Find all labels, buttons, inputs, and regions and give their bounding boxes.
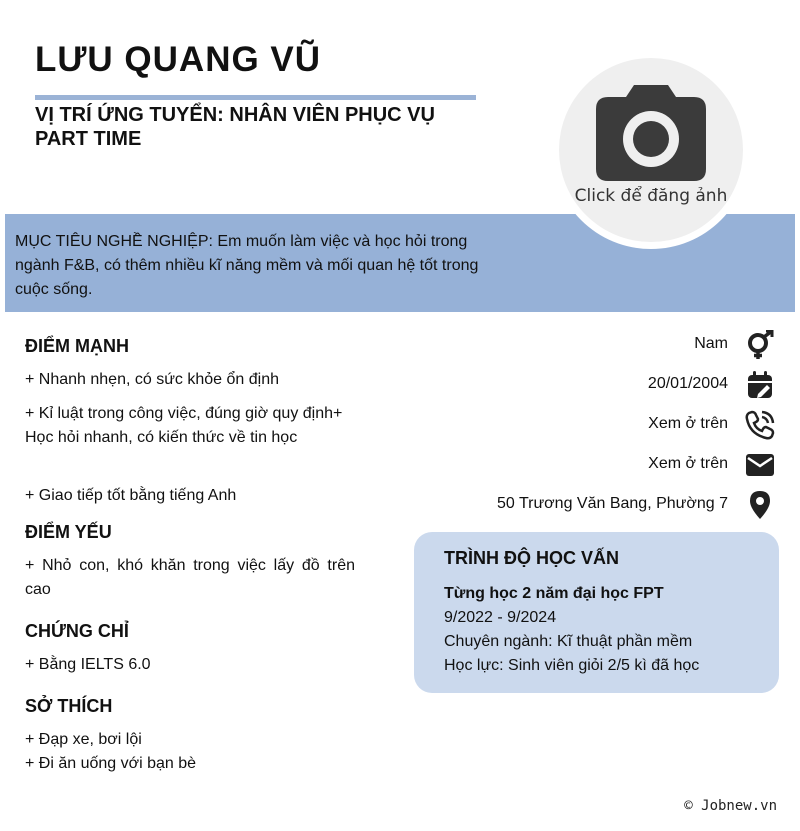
location-icon xyxy=(745,490,775,520)
candidate-name: LƯU QUANG VŨ xyxy=(35,40,322,79)
strengths-title: ĐIỂM MẠNH xyxy=(25,336,129,356)
hobbies-title: SỞ THÍCH xyxy=(25,696,113,716)
hobby-item: + Đạp xe, bơi lội xyxy=(25,731,142,748)
mail-icon xyxy=(745,450,775,480)
gender-value: Nam xyxy=(694,335,728,352)
career-objective: MỤC TIÊU NGHỀ NGHIỆP: Em muốn làm việc và học hỏi trong ngành F&B, có thêm nhiều kĩ năng mềm và mối quan hệ tốt trong cuộc sống. xyxy=(15,233,479,298)
phone-icon xyxy=(745,410,775,440)
weaknesses-title: ĐIỂM YẾU xyxy=(25,522,112,542)
position-line-1: VỊ TRÍ ỨNG TUYỂN: NHÂN VIÊN PHỤC VỤ xyxy=(35,104,435,126)
education-grade: Học lực: Sinh viên giỏi 2/5 kì đã học xyxy=(444,657,700,674)
strength-item: + Nhanh nhẹn, có sức khỏe ổn định xyxy=(25,371,279,388)
gender-icon xyxy=(745,330,775,360)
education-period: 9/2022 - 9/2024 xyxy=(444,609,557,626)
applied-position xyxy=(35,103,485,151)
name-underline xyxy=(35,95,476,100)
email-value: Xem ở trên xyxy=(648,455,728,472)
strength-item: + Giao tiếp tốt bằng tiếng Anh xyxy=(25,487,237,504)
calendar-icon xyxy=(745,370,775,400)
strength-item: + Kỉ luật trong công việc, đúng giờ quy định+ Học hỏi nhanh, có kiến thức về tin học xyxy=(25,405,343,446)
copyright-footer: © Jobnew.vn xyxy=(684,798,777,814)
address-value: 50 Trương Văn Bang, Phường 7 xyxy=(497,495,728,512)
education-title: TRÌNH ĐỘ HỌC VẤN xyxy=(444,548,619,568)
hobby-item: + Đi ăn uống với bạn bè xyxy=(25,755,197,772)
birthday-value: 20/01/2004 xyxy=(647,375,728,392)
education-school: Từng học 2 năm đại học FPT xyxy=(444,585,664,602)
camera-icon[interactable] xyxy=(596,85,706,181)
education-major: Chuyên ngành: Kĩ thuật phần mềm xyxy=(444,633,693,650)
weakness-item: + Nhỏ con, khó khăn trong việc lấy đồ trên cao xyxy=(25,557,355,598)
position-line-2: PART TIME xyxy=(35,128,142,150)
photo-upload-caption[interactable]: Click để đăng ảnh xyxy=(574,186,728,206)
certificates-title: CHỨNG CHỈ xyxy=(25,621,129,641)
phone-value: Xem ở trên xyxy=(648,415,728,432)
certificate-item: + Bằng IELTS 6.0 xyxy=(25,656,151,673)
